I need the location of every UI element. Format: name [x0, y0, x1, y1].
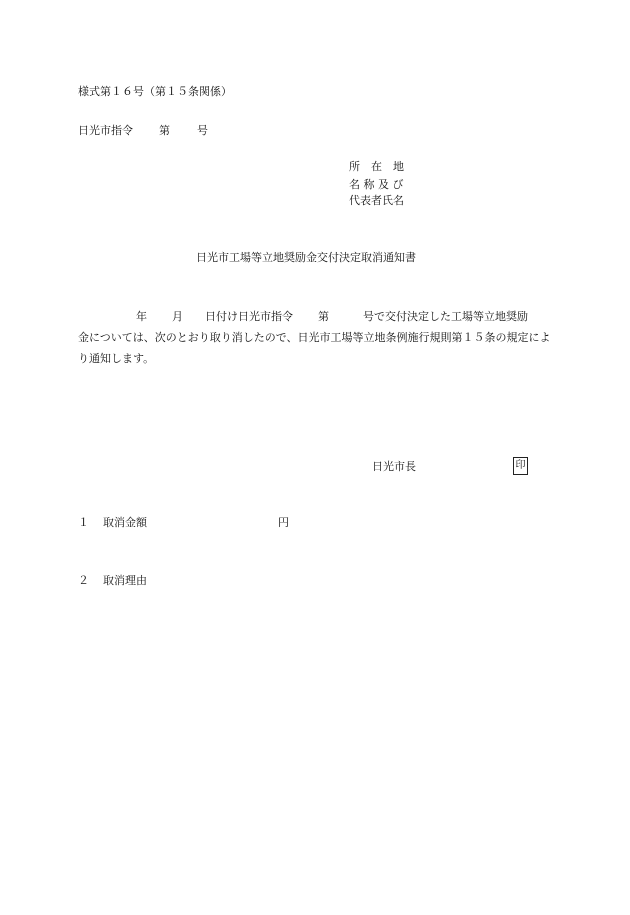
body-paragraph: [78, 306, 553, 369]
body-nen: 年: [136, 310, 147, 323]
body-hizuke: 日付け日光市指令: [205, 310, 293, 323]
item-label: 取消金額: [103, 516, 147, 529]
mayor-title: 日光市長: [372, 460, 416, 473]
reference-dai: 第: [159, 124, 170, 137]
reference-label: 日光市指令: [78, 124, 133, 137]
item-cancel-amount: [78, 516, 147, 530]
addressee-representative: 代表者氏名: [349, 194, 404, 207]
item-number: ２: [78, 574, 89, 587]
body-tsuki: 月: [172, 310, 183, 323]
body-rest-line1: 号で交付決定した工場等立地奨励: [363, 310, 528, 323]
reference-go: 号: [197, 124, 208, 137]
body-dai: 第: [318, 310, 329, 323]
addressee-location: 所 在 地: [349, 160, 404, 173]
item-number: １: [78, 516, 89, 529]
addressee-name: 名 称 及 び: [349, 178, 404, 191]
seal-mark: 印: [513, 457, 528, 475]
amount-unit: 円: [278, 516, 289, 529]
item-label: 取消理由: [103, 574, 147, 587]
body-rest: 金については、次のとおり取り消したので、日光市工場等立地条例施行規則第１５条の規定により通知します。: [78, 331, 551, 365]
form-number: 様式第１６号（第１５条関係）: [78, 85, 232, 98]
item-cancel-reason: [78, 574, 147, 588]
document-title: 日光市工場等立地奨励金交付決定取消通知書: [196, 251, 416, 264]
